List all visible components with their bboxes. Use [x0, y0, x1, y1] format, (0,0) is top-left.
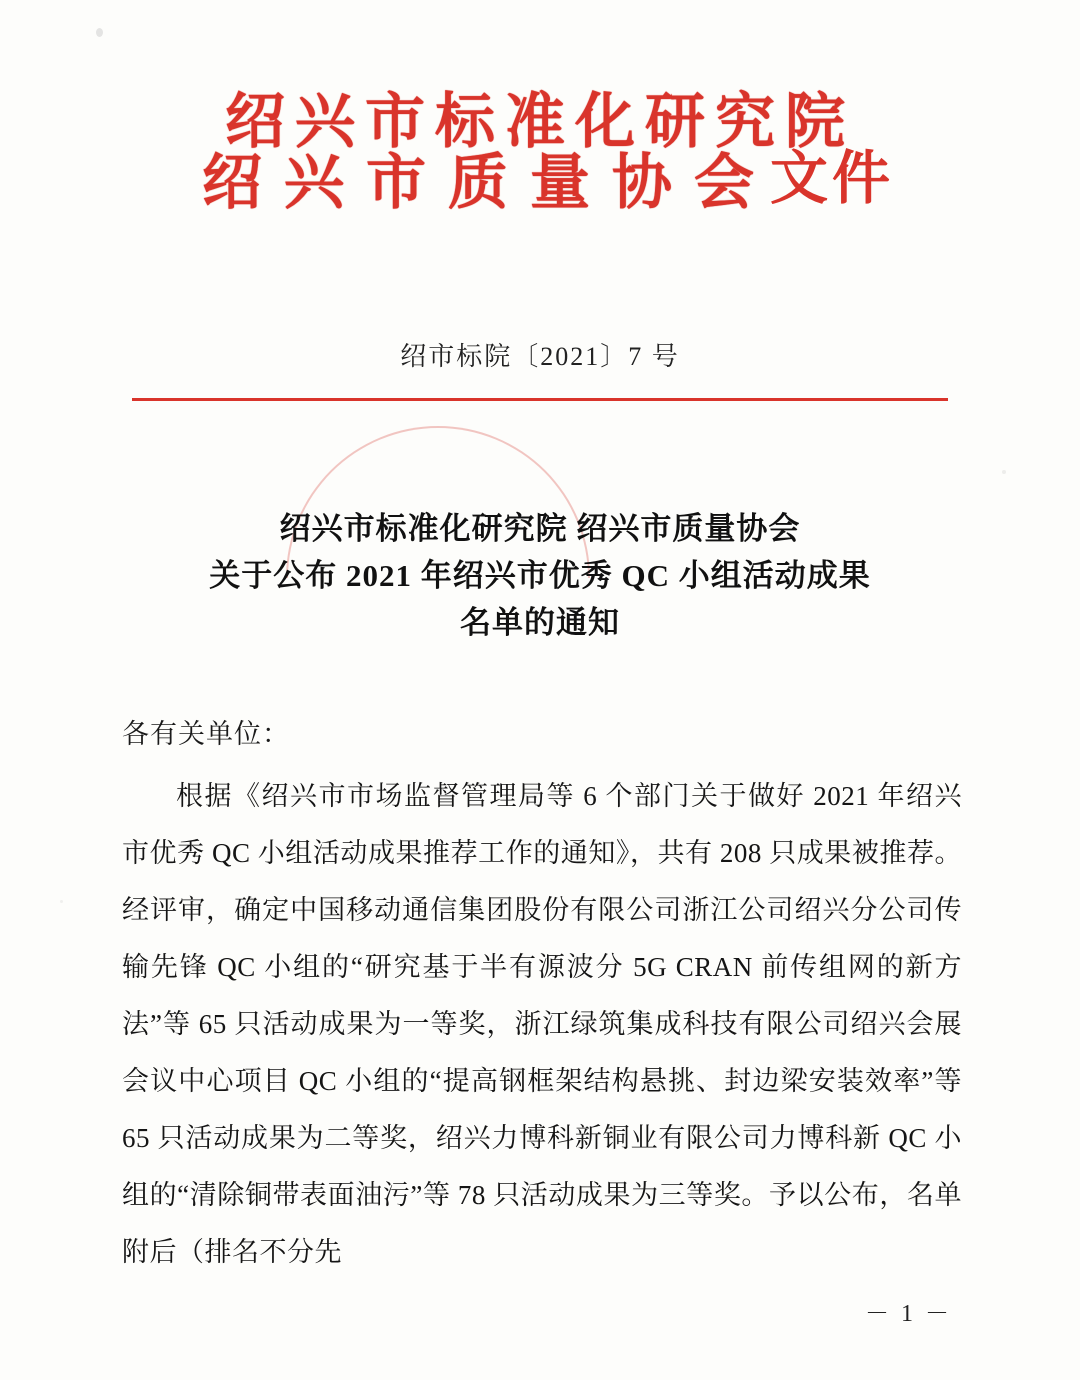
- masthead-row-2: [0, 144, 1080, 219]
- masthead-suffix: 文件: [769, 144, 894, 213]
- masthead-line-2: 绍兴市质量协会: [201, 148, 776, 219]
- red-divider: [132, 398, 948, 401]
- body-paragraph: 根据《绍兴市市场监督管理局等 6 个部门关于做好 2021 年绍兴市优秀 QC 小组活动成果推荐工作的通知》，共有 208 只成果被推荐。经评审，确定中国移动通信集团股份有限公司浙江公司绍兴分公司传输先锋 QC 小组的“研究基于半有源波分 5G CRAN 前传组网的新方法”等 65 只活动成果为一等奖，浙江绿筑集成科技有限公司绍兴会展会议中心项目 QC 小组的“提高钢框架结构悬挑、封边梁安装效率”等 65 只活动成果为二等奖，绍兴力博科新铜业有限公司力博科新 QC 小组的“清除铜带表面油污”等 78 只活动成果为三等奖。予以公布，名单附后（排名不分先: [122, 781, 962, 1267]
- scan-speck-icon: [60, 900, 63, 903]
- page-title-line-2: 关于公布 2021 年绍兴市优秀 QC 小组活动成果: [209, 558, 871, 594]
- scan-speck-icon: [96, 28, 103, 37]
- document-number: 绍市标院〔2021〕7 号: [400, 342, 680, 371]
- masthead: [0, 87, 1080, 219]
- page-title-line-3: 名单的通知: [460, 605, 620, 641]
- scan-speck-icon: [1002, 470, 1006, 474]
- masthead-line-1: 绍兴市标准化研究院: [225, 87, 855, 157]
- page-title: [120, 505, 960, 646]
- body-text: [122, 768, 962, 1281]
- salutation: 各有关单位：: [122, 719, 290, 749]
- page-number: － 1 －: [865, 1301, 952, 1327]
- page-title-line-1: 绍兴市标准化研究院 绍兴市质量协会: [279, 511, 801, 546]
- masthead-row-1: [0, 87, 1080, 157]
